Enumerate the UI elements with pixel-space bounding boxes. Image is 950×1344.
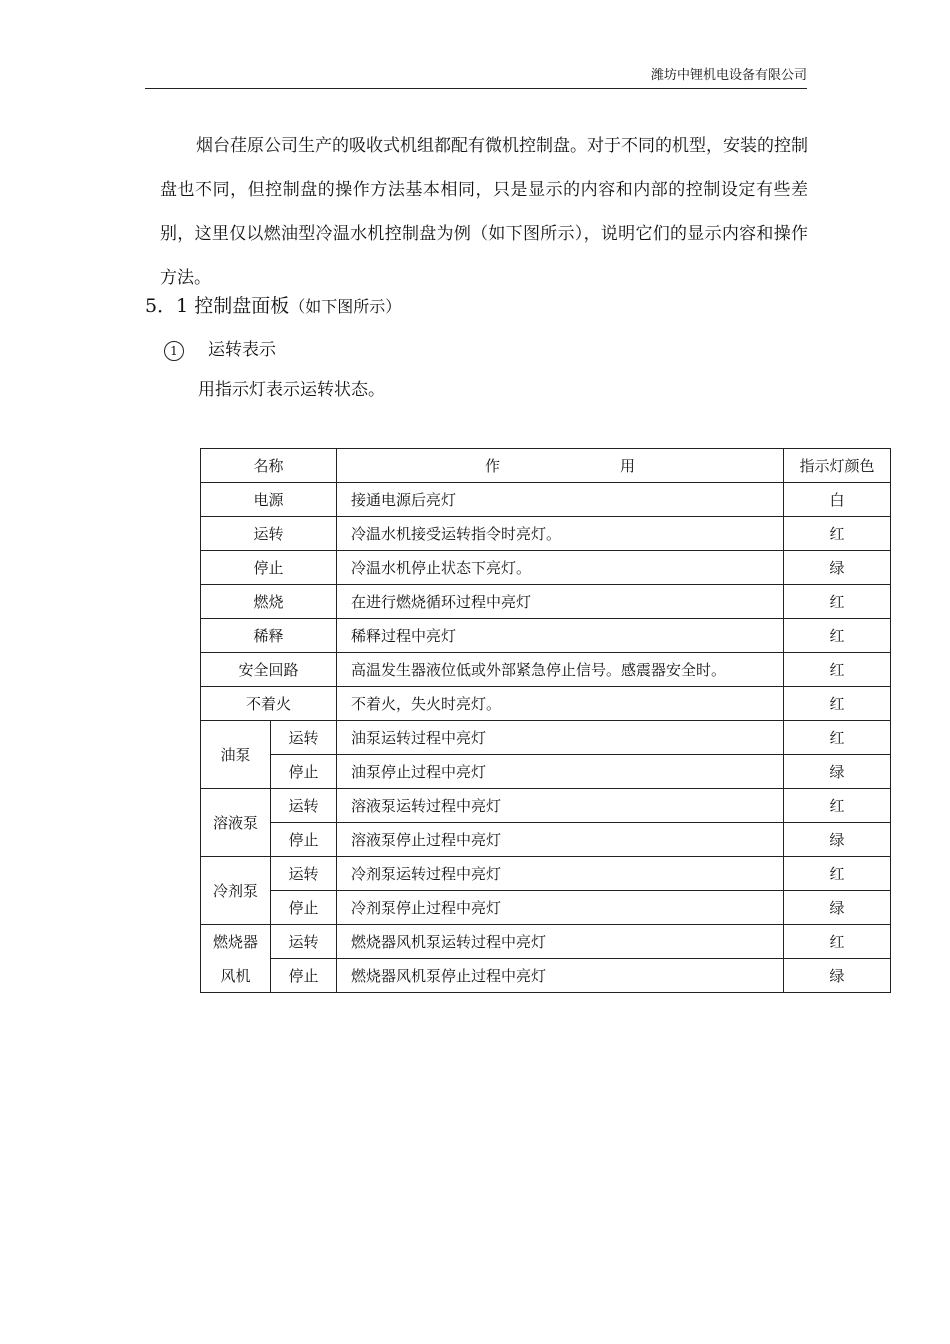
- row-name: 燃烧: [201, 585, 337, 619]
- circled-number: 1: [164, 341, 184, 361]
- sub-label: 停止: [271, 959, 337, 993]
- table-row: [201, 823, 891, 857]
- group-name-line2: 风机: [201, 959, 271, 993]
- row-color: 红: [784, 789, 891, 823]
- row-desc: 冷温水机停止状态下亮灯。: [337, 551, 784, 585]
- table-row: [201, 755, 891, 789]
- item-title: 运转表示: [208, 340, 276, 360]
- header-name: 名称: [201, 449, 337, 483]
- sub-label: 运转: [271, 789, 337, 823]
- intro-paragraph: [160, 124, 808, 300]
- table-row: [201, 687, 891, 721]
- row-color: 绿: [784, 959, 891, 993]
- sub-label: 停止: [271, 823, 337, 857]
- row-color: 红: [784, 925, 891, 959]
- intro-text: 烟台荏原公司生产的吸收式机组都配有微机控制盘。对于不同的机型，安装的控制盘也不同，但控制盘的操作方法基本相同，只是显示的内容和内部的控制设定有些差别，这里仅以燃油型冷温水机控制盘为例（如下图所示），说明它们的显示内容和操作方法。: [160, 136, 808, 288]
- row-color: 红: [784, 857, 891, 891]
- page-header: [145, 64, 807, 89]
- section-title: 控制盘面板: [194, 295, 290, 317]
- row-name: 运转: [201, 517, 337, 551]
- table-row: [201, 789, 891, 823]
- row-color: 白: [784, 483, 891, 517]
- row-name: 停止: [201, 551, 337, 585]
- row-color: 红: [784, 585, 891, 619]
- table-row: [201, 891, 891, 925]
- sub-label: 运转: [271, 857, 337, 891]
- header-color: 指示灯颜色: [784, 449, 891, 483]
- row-desc: 燃烧器风机泵停止过程中亮灯: [337, 959, 784, 993]
- group-name: 冷剂泵: [201, 857, 271, 925]
- table-row: [201, 925, 891, 959]
- table-row: [201, 619, 891, 653]
- company-name: 潍坊中锂机电设备有限公司: [650, 68, 807, 83]
- header-use-a: 作: [485, 457, 501, 475]
- row-desc: 接通电源后亮灯: [337, 483, 784, 517]
- row-desc: 燃烧器风机泵运转过程中亮灯: [337, 925, 784, 959]
- row-desc: 高温发生器液位低或外部紧急停止信号。感震器安全时。: [337, 653, 784, 687]
- row-color: 红: [784, 653, 891, 687]
- table-row: [201, 551, 891, 585]
- row-color: 红: [784, 619, 891, 653]
- indicator-table: [200, 448, 891, 993]
- group-name: 溶液泵: [201, 789, 271, 857]
- list-item-heading: [164, 336, 276, 364]
- group-name-line1: 燃烧器: [201, 925, 271, 959]
- section-heading: [145, 291, 401, 322]
- row-desc: 冷温水机接受运转指令时亮灯。: [337, 517, 784, 551]
- table-row: [201, 959, 891, 993]
- sub-label: 停止: [271, 891, 337, 925]
- row-color: 红: [784, 517, 891, 551]
- row-desc: 油泵停止过程中亮灯: [337, 755, 784, 789]
- row-desc: 不着火，失火时亮灯。: [337, 687, 784, 721]
- row-color: 绿: [784, 755, 891, 789]
- row-desc: 稀释过程中亮灯: [337, 619, 784, 653]
- table-row: [201, 585, 891, 619]
- group-name: 油泵: [201, 721, 271, 789]
- row-desc: 冷剂泵运转过程中亮灯: [337, 857, 784, 891]
- row-name: 稀释: [201, 619, 337, 653]
- table-row: [201, 653, 891, 687]
- table-header-row: [201, 449, 891, 483]
- row-name: 不着火: [201, 687, 337, 721]
- row-desc: 在进行燃烧循环过程中亮灯: [337, 585, 784, 619]
- item-description: 用指示灯表示运转状态。: [198, 380, 385, 400]
- table-row: [201, 483, 891, 517]
- header-use-b: 用: [620, 457, 636, 475]
- table-row: [201, 721, 891, 755]
- row-desc: 溶液泵停止过程中亮灯: [337, 823, 784, 857]
- row-color: 红: [784, 721, 891, 755]
- row-name: 电源: [201, 483, 337, 517]
- table-row: [201, 517, 891, 551]
- sub-label: 停止: [271, 755, 337, 789]
- row-desc: 溶液泵运转过程中亮灯: [337, 789, 784, 823]
- row-name: 安全回路: [201, 653, 337, 687]
- row-desc: 冷剂泵停止过程中亮灯: [337, 891, 784, 925]
- sub-label: 运转: [271, 925, 337, 959]
- row-desc: 油泵运转过程中亮灯: [337, 721, 784, 755]
- section-note: （如下图所示）: [289, 297, 402, 316]
- row-color: 绿: [784, 551, 891, 585]
- row-color: 红: [784, 687, 891, 721]
- section-number: 5．1: [145, 295, 189, 317]
- sub-label: 运转: [271, 721, 337, 755]
- row-color: 绿: [784, 891, 891, 925]
- row-color: 绿: [784, 823, 891, 857]
- header-use: [337, 449, 784, 483]
- table-row: [201, 857, 891, 891]
